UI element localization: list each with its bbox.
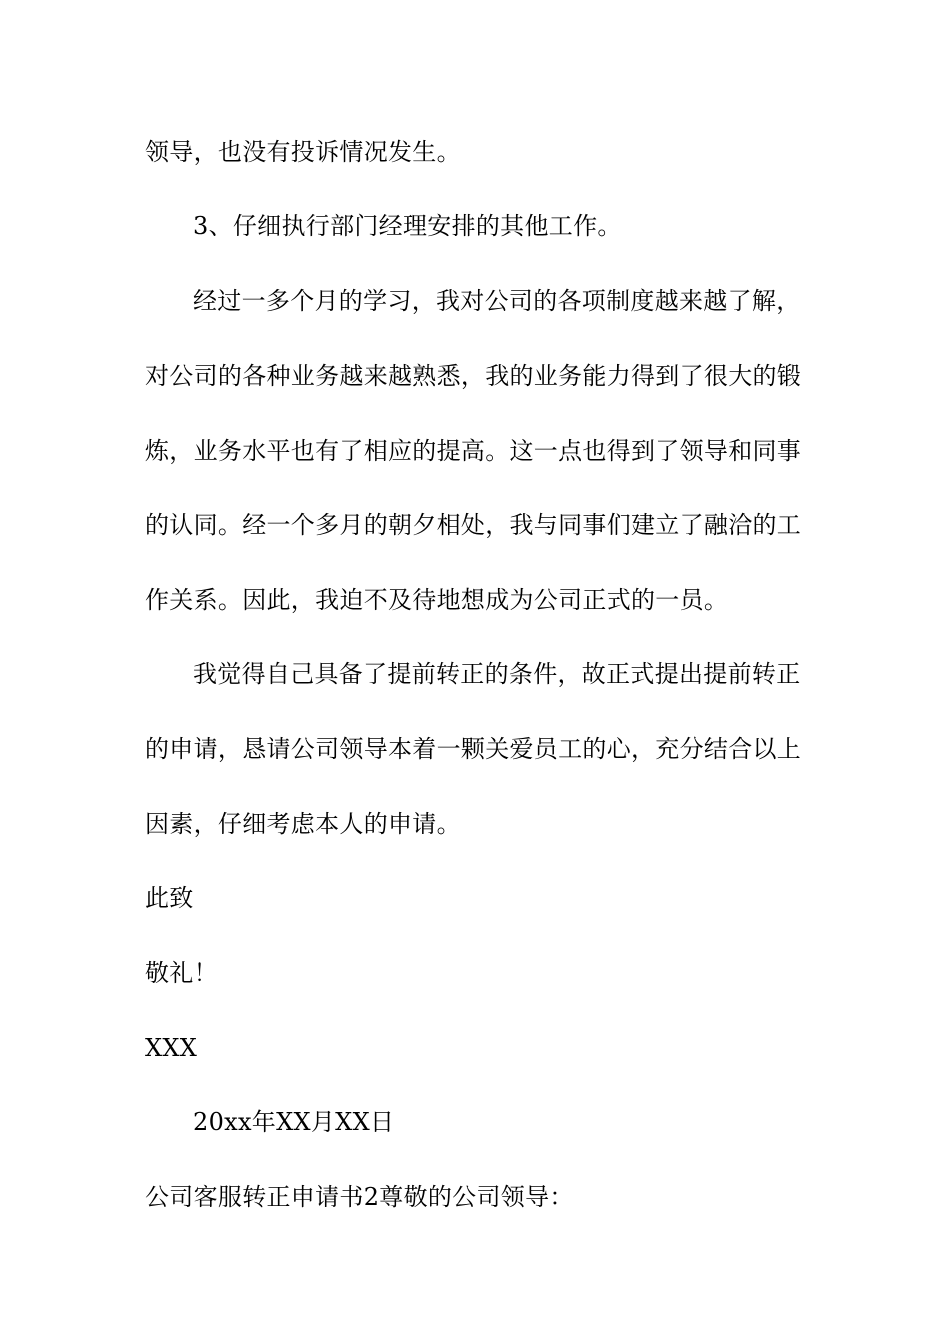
paragraph-line: 对公司的各种业务越来越熟悉，我的业务能力得到了很大的锻 xyxy=(145,362,802,390)
paragraph-line: 领导，也没有投诉情况发生。 xyxy=(145,138,461,166)
closing-regards: 敬礼！ xyxy=(145,959,218,987)
paragraph-line: 作关系。因此，我迫不及待地想成为公司正式的一员。 xyxy=(145,586,729,614)
paragraph-line: 炼，业务水平也有了相应的提高。这一点也得到了领导和同事 xyxy=(145,437,802,465)
paragraph-line: 的申请，恳请公司领导本着一颗关爱员工的心，充分结合以上 xyxy=(145,735,802,763)
paragraph-line: 我觉得自己具备了提前转正的条件，故正式提出提前转正 xyxy=(193,660,801,688)
paragraph-line: 的认同。经一个多月的朝夕相处，我与同事们建立了融洽的工 xyxy=(145,511,802,539)
signature-date: 20xx年XX月XX日 xyxy=(193,1108,395,1136)
paragraph-line: 经过一多个月的学习，我对公司的各项制度越来越了解， xyxy=(193,287,801,315)
list-item-3: 3、仔细执行部门经理安排的其他工作。 xyxy=(193,212,622,240)
next-letter-heading: 公司客服转正申请书2尊敬的公司领导： xyxy=(145,1183,574,1211)
closing-salutation: 此致 xyxy=(145,884,194,912)
paragraph-line: 因素，仔细考虑本人的申请。 xyxy=(145,810,461,838)
signature-name: XXX xyxy=(145,1034,198,1062)
